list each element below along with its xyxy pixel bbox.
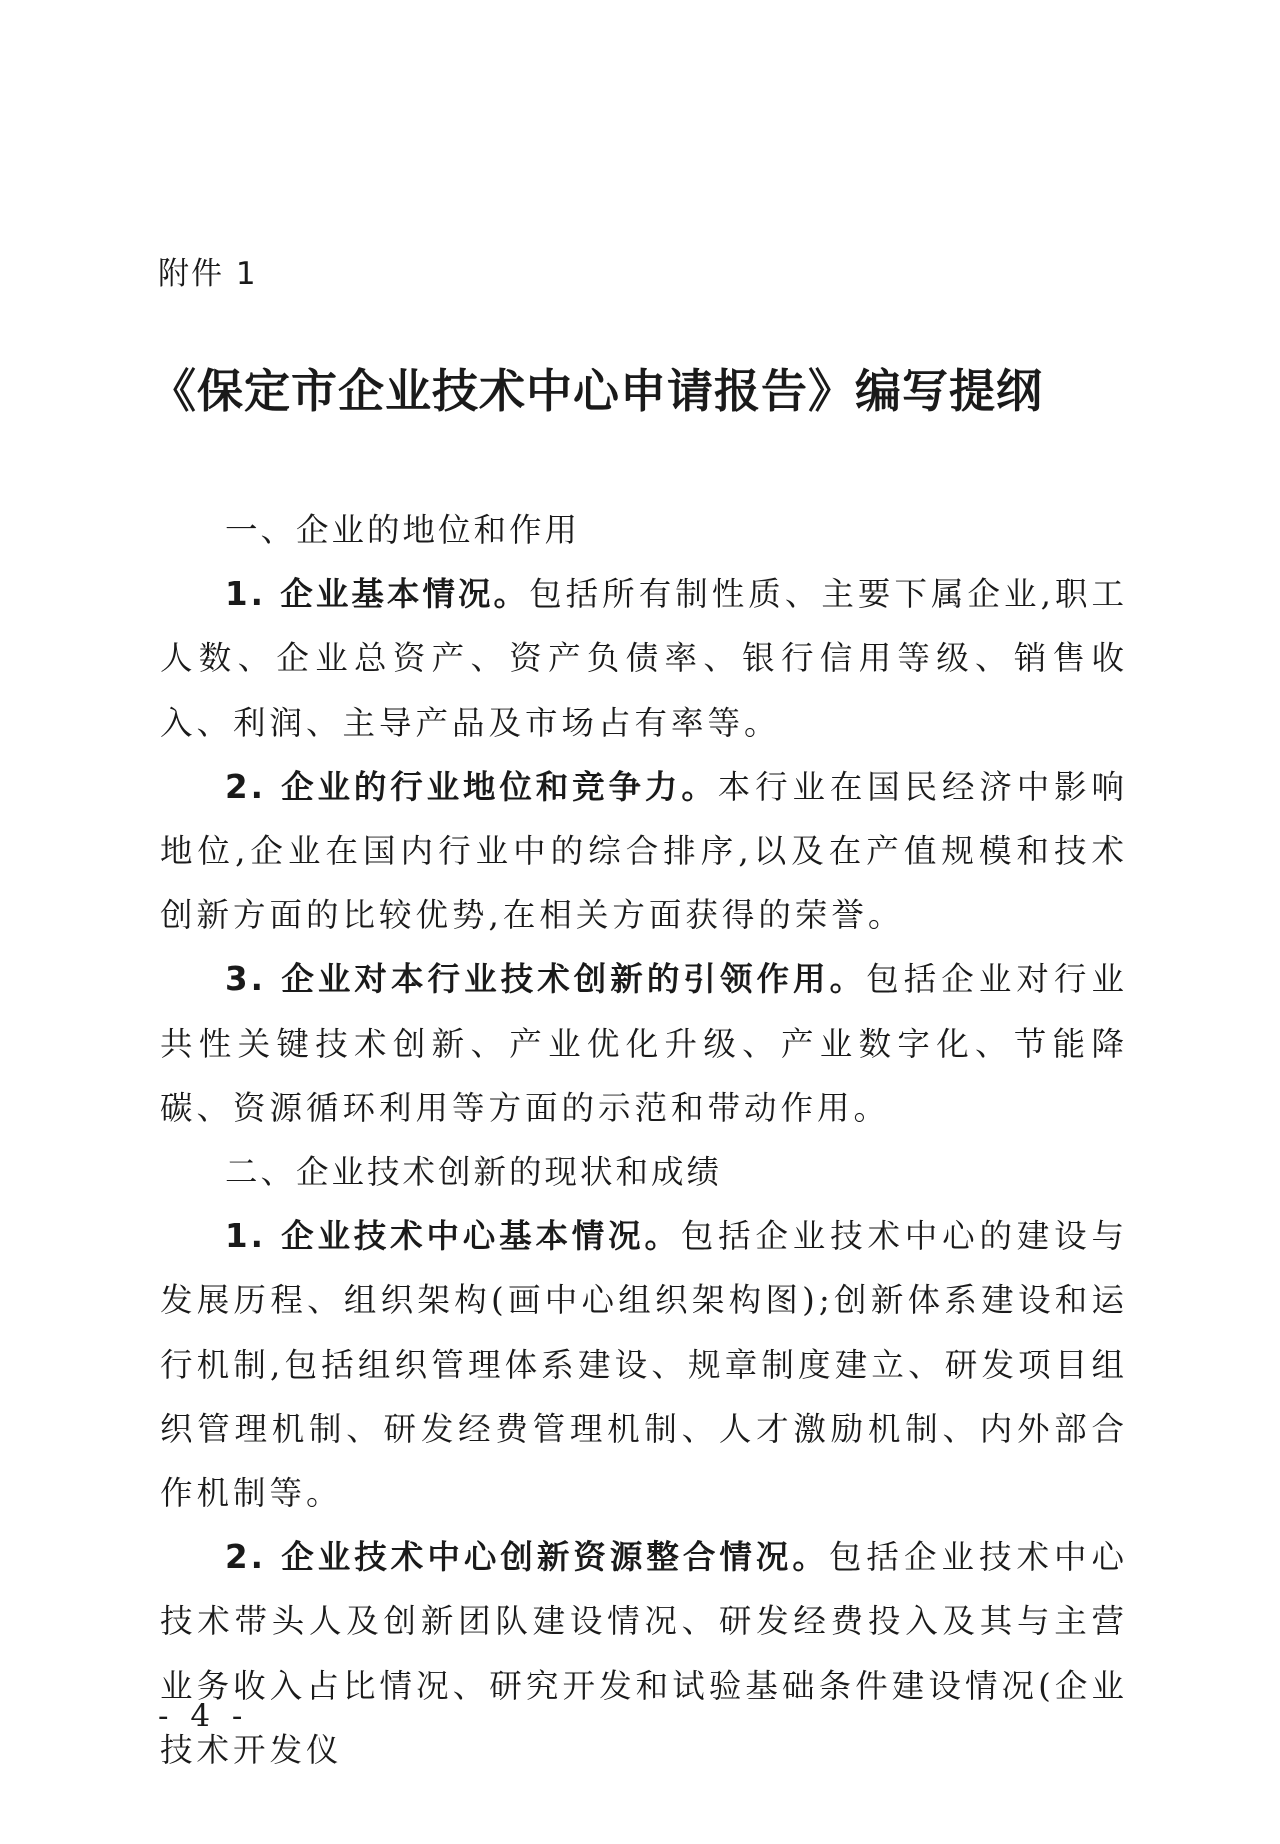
- paragraph-text: 包括企业技术中心技术带头人及创新团队建设情况、研发经费投入及其与主营业务收入占比情况、研究开发和试验基础条件建设情况(企业技术开发仪: [160, 1538, 1128, 1769]
- paragraph-lead: 3. 企业对本行业技术创新的引领作用。: [225, 960, 867, 999]
- paragraph-lead: 1. 企业技术中心基本情况。: [225, 1217, 681, 1256]
- paragraph-2-2: [160, 1525, 1128, 1782]
- paragraph-text: 本行业在国民经济中影响地位,企业在国内行业中的综合排序,以及在产值规模和技术创新方面的比较优势,在相关方面获得的荣誉。: [160, 767, 1128, 935]
- paragraph-lead: 1. 企业基本情况。: [225, 575, 530, 614]
- paragraph-2-1: [160, 1204, 1128, 1525]
- paragraph-1-3: [160, 947, 1128, 1140]
- section-heading-2: 二、企业技术创新的现状和成绩: [225, 1153, 723, 1192]
- paragraph-lead: 2. 企业的行业地位和竞争力。: [225, 767, 718, 806]
- paragraph-lead: 2. 企业技术中心创新资源整合情况。: [225, 1538, 829, 1577]
- paragraph-text: 包括企业技术中心的建设与发展历程、组织架构(画中心组织架构图);创新体系建设和运行机制,包括组织管理体系建设、规章制度建立、研发项目组织管理机制、研发经费管理机制、人才激励机制、内外部合作机制等。: [160, 1217, 1128, 1513]
- attachment-label: 附件 1: [158, 256, 258, 292]
- paragraph-text: 包括所有制性质、主要下属企业,职工人数、企业总资产、资产负债率、银行信用等级、销售收入、利润、主导产品及市场占有率等。: [160, 575, 1128, 742]
- page-number: - 4 -: [158, 1698, 249, 1734]
- document-body: [160, 498, 1128, 1782]
- paragraph-1-1: [160, 562, 1128, 755]
- section-heading-1: 一、企业的地位和作用: [225, 511, 581, 549]
- paragraph-1-2: [160, 755, 1128, 948]
- document-title: 《保定市企业技术中心申请报告》编写提纲: [150, 364, 1043, 418]
- paragraph-text: 包括企业对行业共性关键技术创新、产业优化升级、产业数字化、节能降碳、资源循环利用等方面的示范和带动作用。: [160, 960, 1128, 1127]
